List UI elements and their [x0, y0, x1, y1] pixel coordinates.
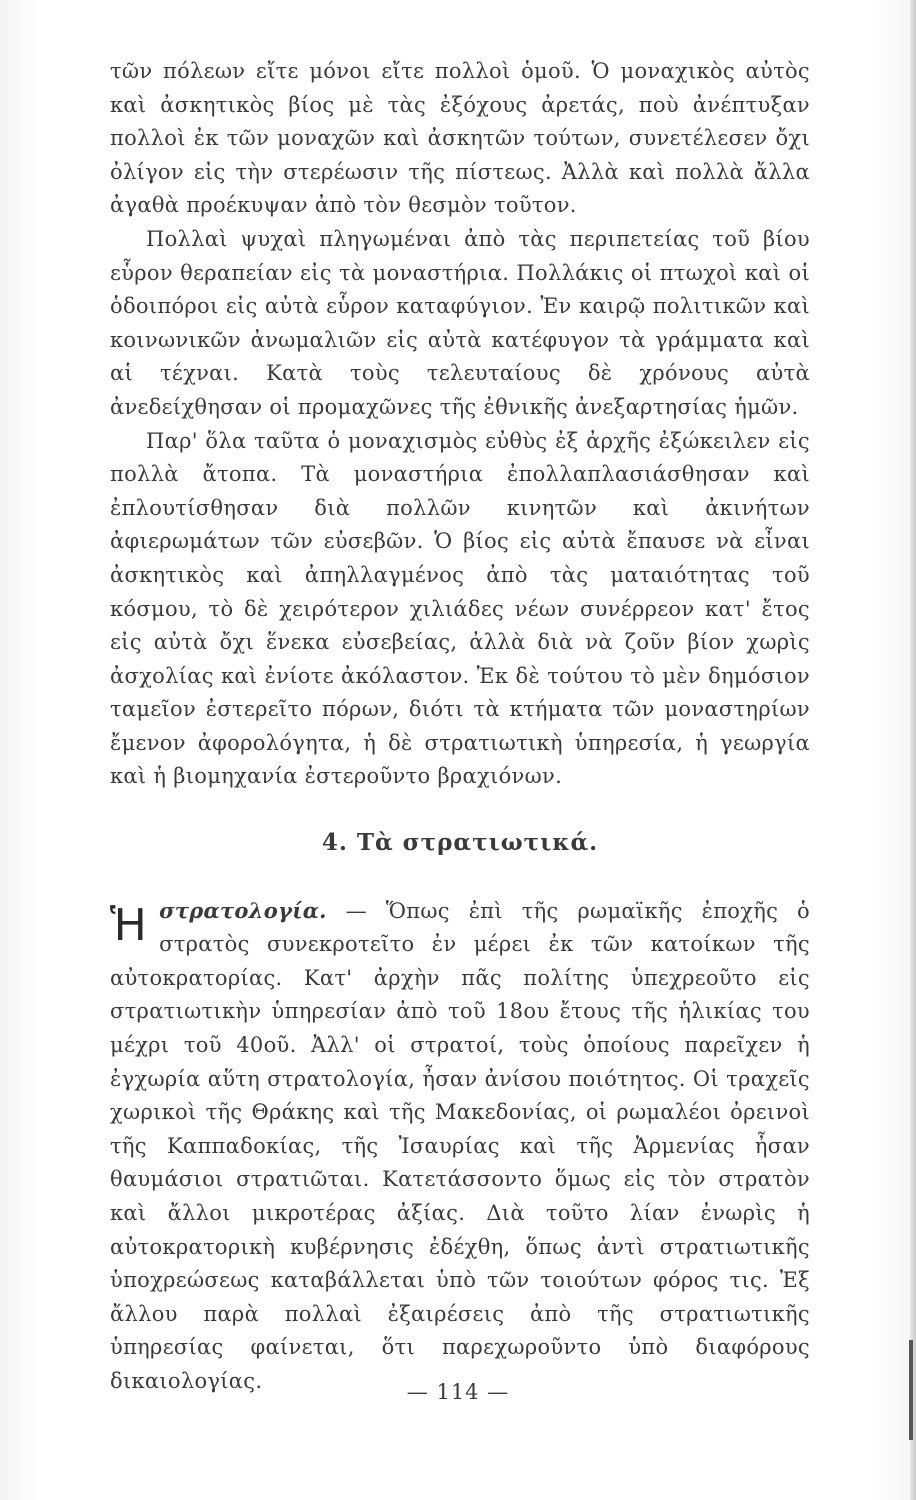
paragraph-1: τῶν πόλεων εἴτε μόνοι εἴτε πολλοὶ ὁμοῦ. Ὁ μοναχικὸς αὐτὸς καὶ ἀσκητικὸς βίος μὲ τὰς ἐξόχους ἀρετάς, ποὺ ἀνέπτυξαν πολλοὶ ἐκ τῶν μοναχῶν καὶ ἀσκητῶν τούτων, συνετέλεσεν ὄχι ὀλίγον εἰς τὴν στερέωσιν τῆς πίστεως. Ἀλλὰ καὶ πολλὰ ἄλλα ἀγαθὰ προέκυψαν ἀπὸ τὸν θεσμὸν τοῦτον.	[110, 59, 810, 218]
run-in-heading: στρατολογία.	[159, 897, 327, 923]
page-number: — 114 —	[406, 1380, 510, 1404]
section-title: Τὰ στρατιωτικά.	[356, 829, 599, 857]
section-text: — Ὅπως ἐπὶ τῆς ρωμαϊκῆς ἐποχῆς ὁ στρατὸς συνεκροτεῖτο ἐν μέρει ἐκ τῶν κατοίκων τῆς αὐτοκρατορίας. Κατ' ἀρχὴν πᾶς πολίτης ὑπεχρεοῦτο εἰς στρατιωτικὴν ὑπηρεσίαν ἀπὸ τοῦ 18ου ἔτους τῆς ἡλικίας του μέχρι τοῦ 40οῦ. Ἀλλ' οἱ στρατοί, τοὺς ὁποίους παρεῖχεν ἡ ἐγχωρία αὕτη στρατολογία, ἦσαν ἀνίσου ποιότητος. Οἱ τραχεῖς χωρικοὶ τῆς Θράκης καὶ τῆς Μακεδονίας, οἱ ρωμαλέοι ὀρεινοὶ τῆς Καππαδοκίας, τῆς Ἰσαυρίας καὶ τῆς Ἀρμενίας ἦσαν θαυμάσιοι στρατιῶται. Κατετάσσοντο ὅμως εἰς τὸν στρατὸν καὶ ἄλλοι μικροτέρας ἀξίας. Διὰ τοῦτο λίαν ἐνωρὶς ἡ αὐτοκρατορικὴ κυβέρνησις ἐδέχθη, ὅπως ἀντὶ στρατιωτικῆς ὑποχρεώσεως καταβάλλεται ὑπὸ τῶν τοιούτων φόρος τις. Ἐξ ἄλλου παρὰ πολλαὶ ἐξαιρέσεις ἀπὸ τῆς στρατιωτικῆς ὑπηρεσίας φαίνεται, ὅτι παρεχωροῦντο ὑπὸ διαφόρους δικαιολογίας.	[110, 898, 810, 1393]
section-paragraph	[110, 894, 810, 1399]
page-edge	[908, 0, 916, 1500]
section-number: 4.	[321, 829, 348, 857]
edge-mark	[909, 1340, 913, 1440]
page-body	[110, 55, 810, 1399]
drop-cap: Ἡ	[110, 899, 148, 951]
paragraph-2: Πολλαὶ ψυχαὶ πληγωμέναι ἀπὸ τὰς περιπετείας τοῦ βίου εὗρον θεραπείαν εἰς τὰ μοναστήρια. Πολλάκις οἱ πτωχοὶ καὶ οἱ ὁδοιπόροι εἰς αὐτὰ εὗρον καταφύγιον. Ἐν καιρῷ πολιτικῶν καὶ κοινωνικῶν ἀνωμαλιῶν εἰς αὐτὰ κατέφυγον τὰ γράμματα καὶ αἱ τέχναι. Κατὰ τοὺς τελευταίους δὲ χρόνους αὐτὰ ἀνεδείχθησαν οἱ προμαχῶνες τῆς ἐθνικῆς ἀνεξαρτησίας ἡμῶν.	[110, 226, 810, 419]
section-heading	[110, 826, 810, 860]
paragraph-3: Παρ' ὅλα ταῦτα ὁ μοναχισμὸς εὐθὺς ἐξ ἀρχῆς ἐξώκειλεν εἰς πολλὰ ἄτοπα. Τὰ μοναστήρια ἐπολλαπλασιάσθησαν καὶ ἐπλουτίσθησαν διὰ πολλῶν κινητῶν καὶ ἀκινήτων ἀφιερωμάτων τῶν εὐσεβῶν. Ὁ βίος εἰς αὐτὰ ἔπαυσε νὰ εἶναι ἀσκητικὸς καὶ ἀπηλλαγμένος ἀπὸ τὰς ματαιότητας τοῦ κόσμου, τὸ δὲ χειρότερον χιλιάδες νέων συνέρρεον κατ' ἔτος εἰς αὐτὰ ὄχι ἕνεκα εὐσεβείας, ἀλλὰ διὰ νὰ ζοῦν βίον χωρὶς ἀσχολίας καὶ ἐνίοτε ἀκόλαστον. Ἐκ δὲ τούτου τὸ μὲν δημόσιον ταμεῖον ἐστερεῖτο πόρων, διότι τὰ κτήματα τῶν μοναστηρίων ἔμενον ἀφορολόγητα, ἡ δὲ στρατιωτικὴ ὑπηρεσία, ἡ γεωργία καὶ ἡ βιομηχανία ἐστεροῦντο βραχιόνων.	[110, 428, 810, 789]
